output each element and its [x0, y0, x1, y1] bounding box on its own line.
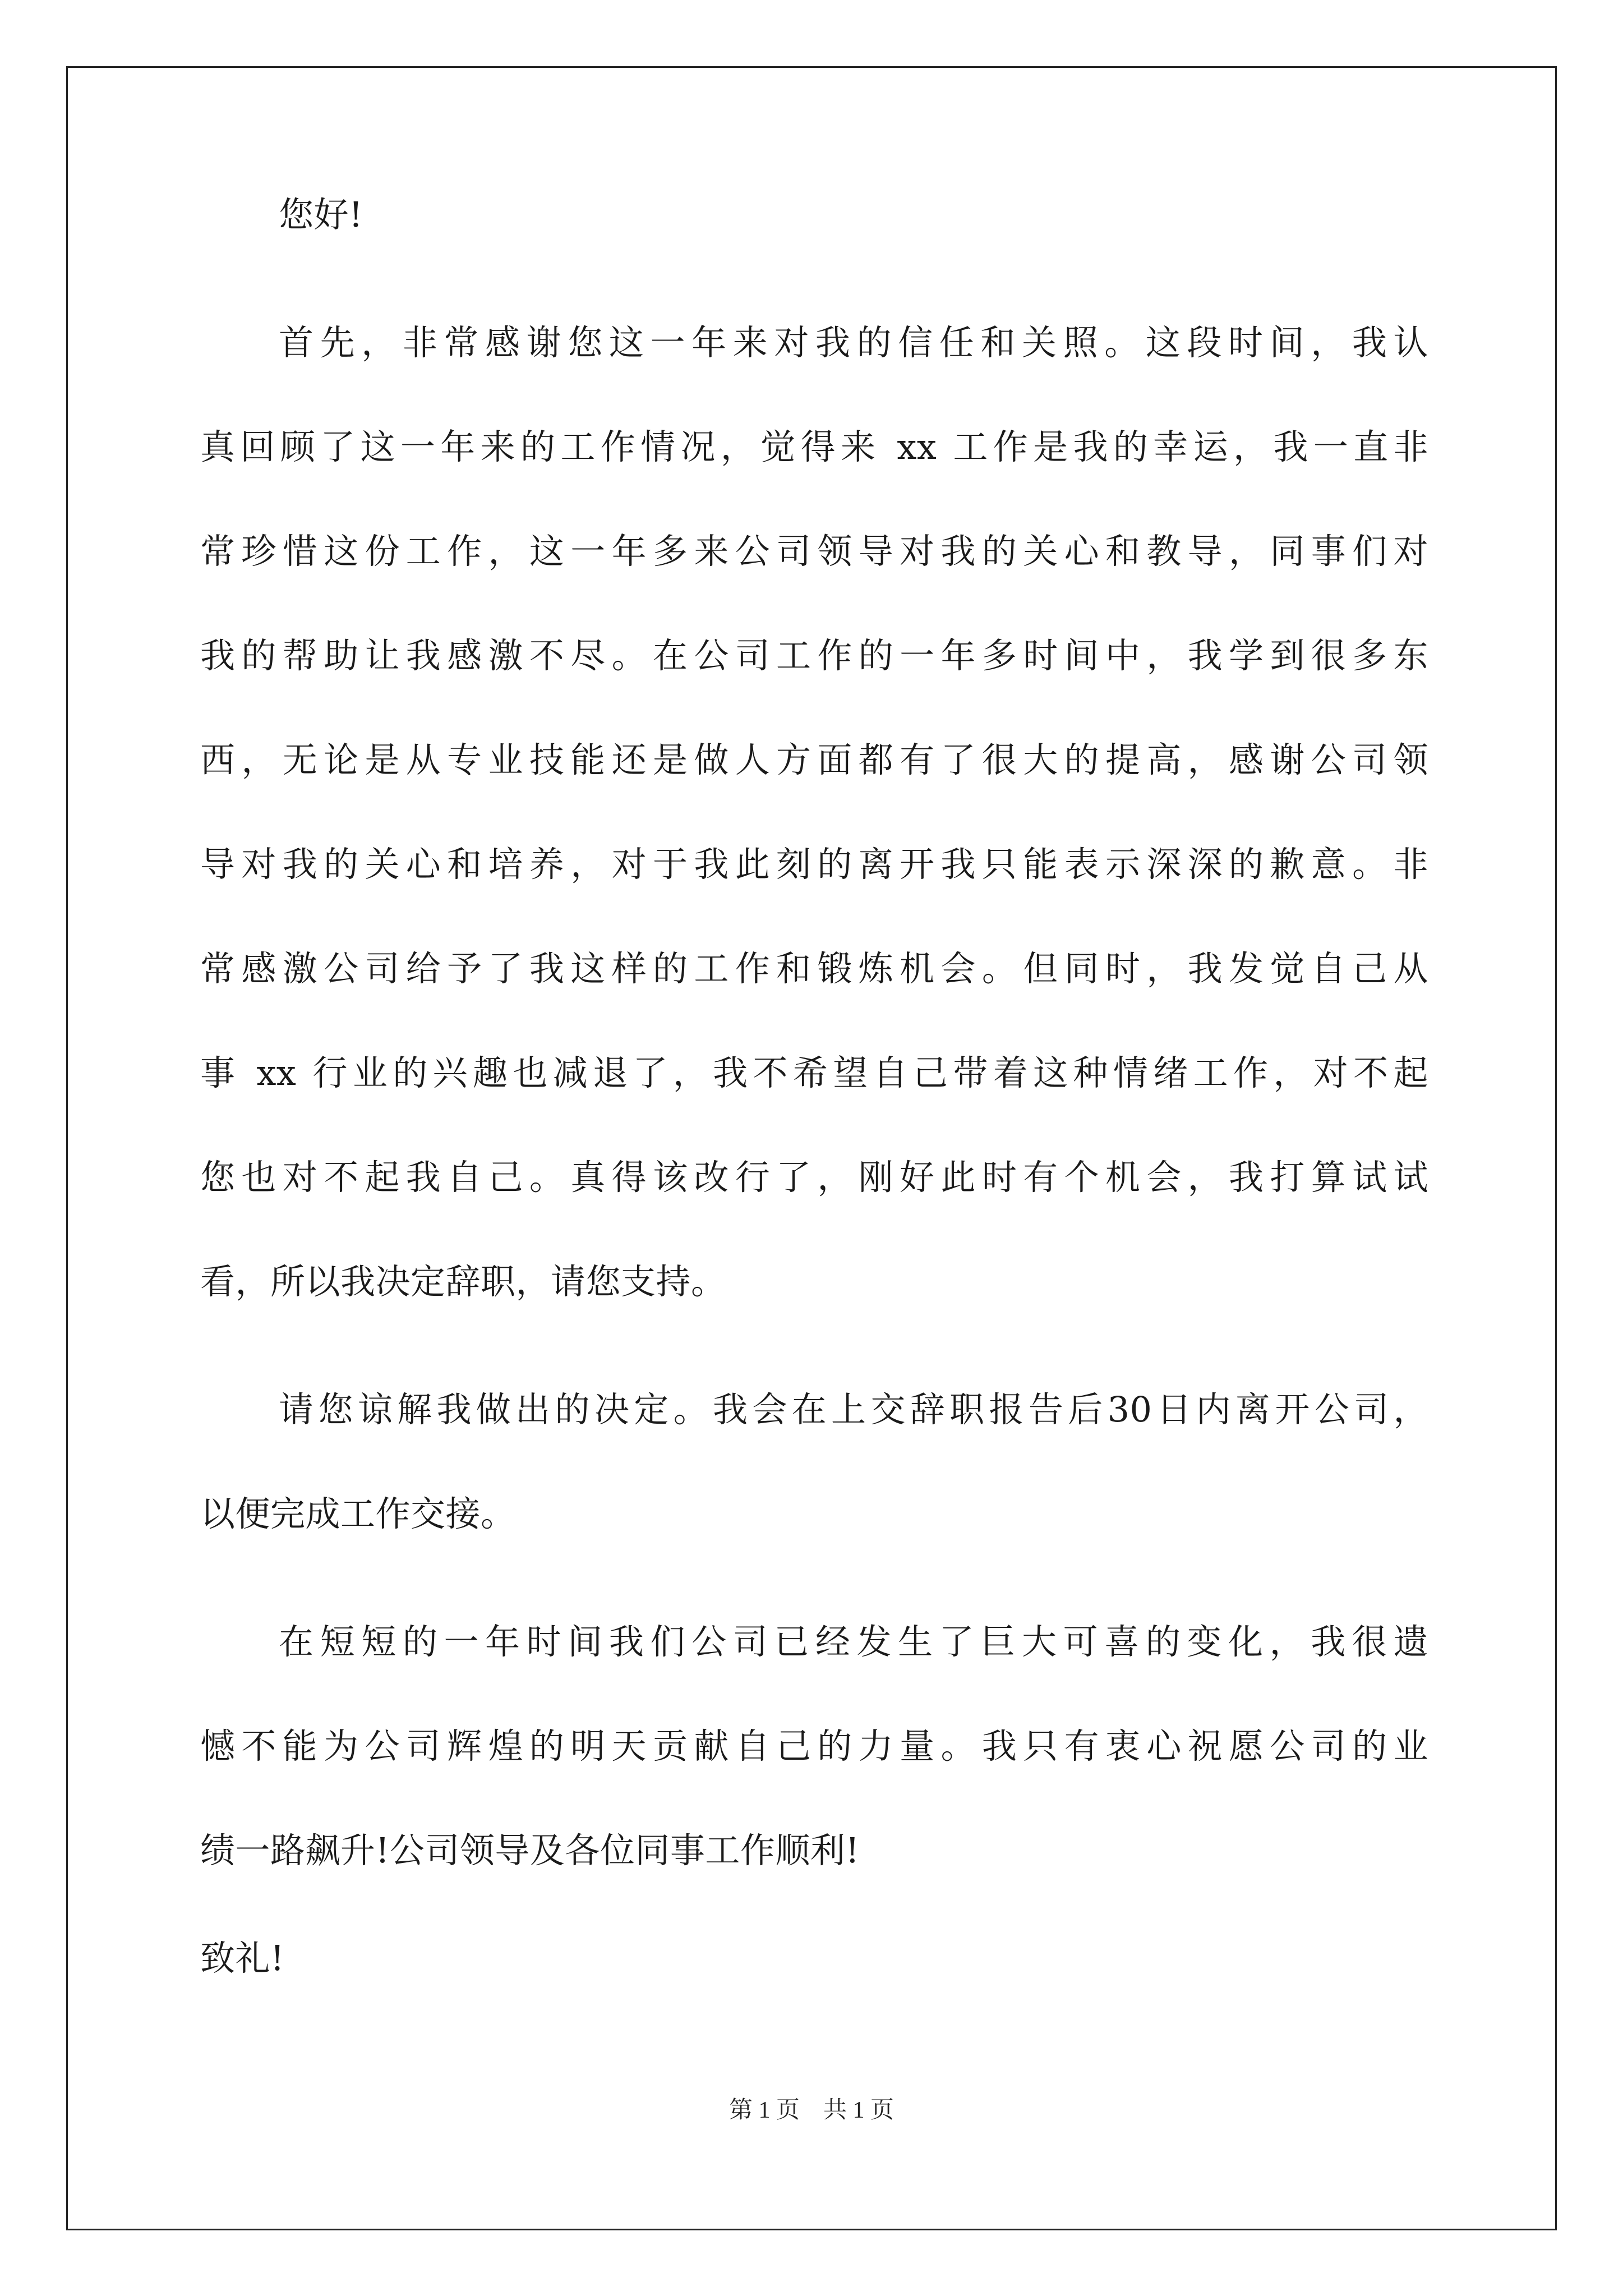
- greeting: 您好!: [279, 194, 363, 235]
- paragraph-1-line-8: 事 xx 行业的兴趣也减退了，我不希望自己带着这种情绪工作，对不起: [200, 1052, 1428, 1093]
- paragraph-1-line-3: 常珍惜这份工作，这一年多来公司领导对我的关心和教导，同事们对: [200, 531, 1428, 572]
- page-footer: [0, 2097, 1623, 2124]
- closing: 致礼!: [200, 1938, 285, 1978]
- paragraph-1-line-1: 首先，非常感谢您这一年来对我的信任和关照。这段时间，我认: [279, 322, 1428, 363]
- paragraph-1-line-2: 真回顾了这一年来的工作情况，觉得来 xx 工作是我的幸运，我一直非: [200, 426, 1428, 467]
- paragraph-1-line-6: 导对我的关心和培养，对于我此刻的离开我只能表示深深的歉意。非: [200, 844, 1428, 885]
- paragraph-3-line-2: 憾不能为公司辉煌的明天贡献自己的力量。我只有衷心祝愿公司的业: [200, 1726, 1428, 1766]
- paragraph-2-line-2: 以便完成工作交接。: [200, 1493, 516, 1534]
- paragraph-1-line-10: 看，所以我决定辞职，请您支持。: [200, 1261, 726, 1302]
- paragraph-2-line-1: 请您谅解我做出的决定。我会在上交辞职报告后30日内离开公司，: [279, 1389, 1428, 1430]
- paragraph-3-line-3: 绩一路飙升!公司领导及各位同事工作顺利!: [200, 1830, 860, 1871]
- paragraph-1-line-5: 西，无论是从专业技能还是做人方面都有了很大的提高，感谢公司领: [200, 739, 1428, 780]
- paragraph-1-line-4: 我的帮助让我感激不尽。在公司工作的一年多时间中，我学到很多东: [200, 635, 1428, 676]
- paragraph-3-line-1: 在短短的一年时间我们公司已经发生了巨大可喜的变化，我很遗: [279, 1621, 1428, 1662]
- page-number: 第 1 页 共 1 页: [728, 2097, 894, 2123]
- page-frame: [66, 66, 1557, 2230]
- paragraph-1-line-9: 您也对不起我自己。真得该改行了，刚好此时有个机会，我打算试试: [200, 1157, 1428, 1198]
- paragraph-1-line-7: 常感激公司给予了我这样的工作和锻炼机会。但同时，我发觉自己从: [200, 948, 1428, 989]
